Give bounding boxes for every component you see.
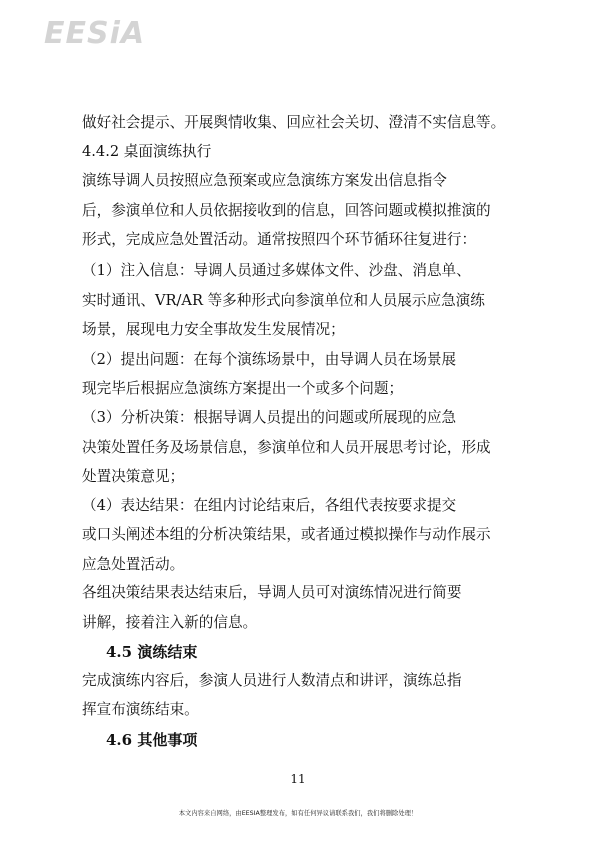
body-line: （4）表达结果：在组内讨论结束后，各组代表按要求提交 bbox=[82, 497, 457, 514]
body-line: （2）提出问题：在每个演练场景中，由导调人员在场景展 bbox=[82, 351, 457, 368]
body-line: 现完毕后根据应急演练方案提出一个或多个问题； bbox=[82, 380, 404, 397]
eesia-logo-watermark: EESiA bbox=[44, 16, 146, 51]
body-line: 形式，完成应急处置活动。通常按照四个环节循环往复进行： bbox=[82, 231, 477, 248]
body-line: 后，参演单位和人员依据接收到的信息，回答问题或模拟推演的 bbox=[82, 202, 491, 219]
body-line: 场景，展现电力安全事故发生发展情况； bbox=[82, 321, 345, 338]
section-heading-4-6: 4.6 其他事项 bbox=[106, 731, 198, 749]
footer-disclaimer: 本文内容来自网络，由EESIA整理发布，如有任何异议请联系我们，我们将删除处理！ bbox=[178, 810, 418, 817]
page-number: 11 bbox=[290, 772, 306, 786]
body-line: 处置决策意见； bbox=[82, 468, 185, 485]
body-line: 完成演练内容后，参演人员进行人数清点和讲评，演练总指 bbox=[82, 672, 462, 689]
body-line: 做好社会提示、开展舆情收集、回应社会关切、澄清不实信息等。 bbox=[82, 114, 506, 131]
body-line: 各组决策结果表达结束后，导调人员可对演练情况进行简要 bbox=[82, 584, 462, 601]
body-line: 演练导调人员按照应急预案或应急演练方案发出信息指令 bbox=[82, 172, 447, 189]
body-line: 讲解，接着注入新的信息。 bbox=[82, 614, 258, 631]
subsection-heading-4-4-2: 4.4.2 桌面演练执行 bbox=[82, 143, 212, 160]
body-line: （1）注入信息：导调人员通过多媒体文件、沙盘、消息单、 bbox=[82, 262, 471, 279]
body-line: 或口头阐述本组的分析决策结果，或者通过模拟操作与动作展示 bbox=[82, 526, 491, 543]
body-line: 决策处置任务及场景信息，参演单位和人员开展思考讨论，形成 bbox=[82, 439, 491, 456]
body-line: 应急处置活动。 bbox=[82, 556, 185, 573]
body-line: 挥宣布演练结束。 bbox=[82, 701, 199, 718]
body-line: 实时通讯、VR/AR 等多种形式向参演单位和人员展示应急演练 bbox=[82, 292, 485, 309]
section-heading-4-5: 4.5 演练结束 bbox=[106, 643, 198, 661]
body-line: （3）分析决策：根据导调人员提出的问题或所展现的应急 bbox=[82, 409, 457, 426]
